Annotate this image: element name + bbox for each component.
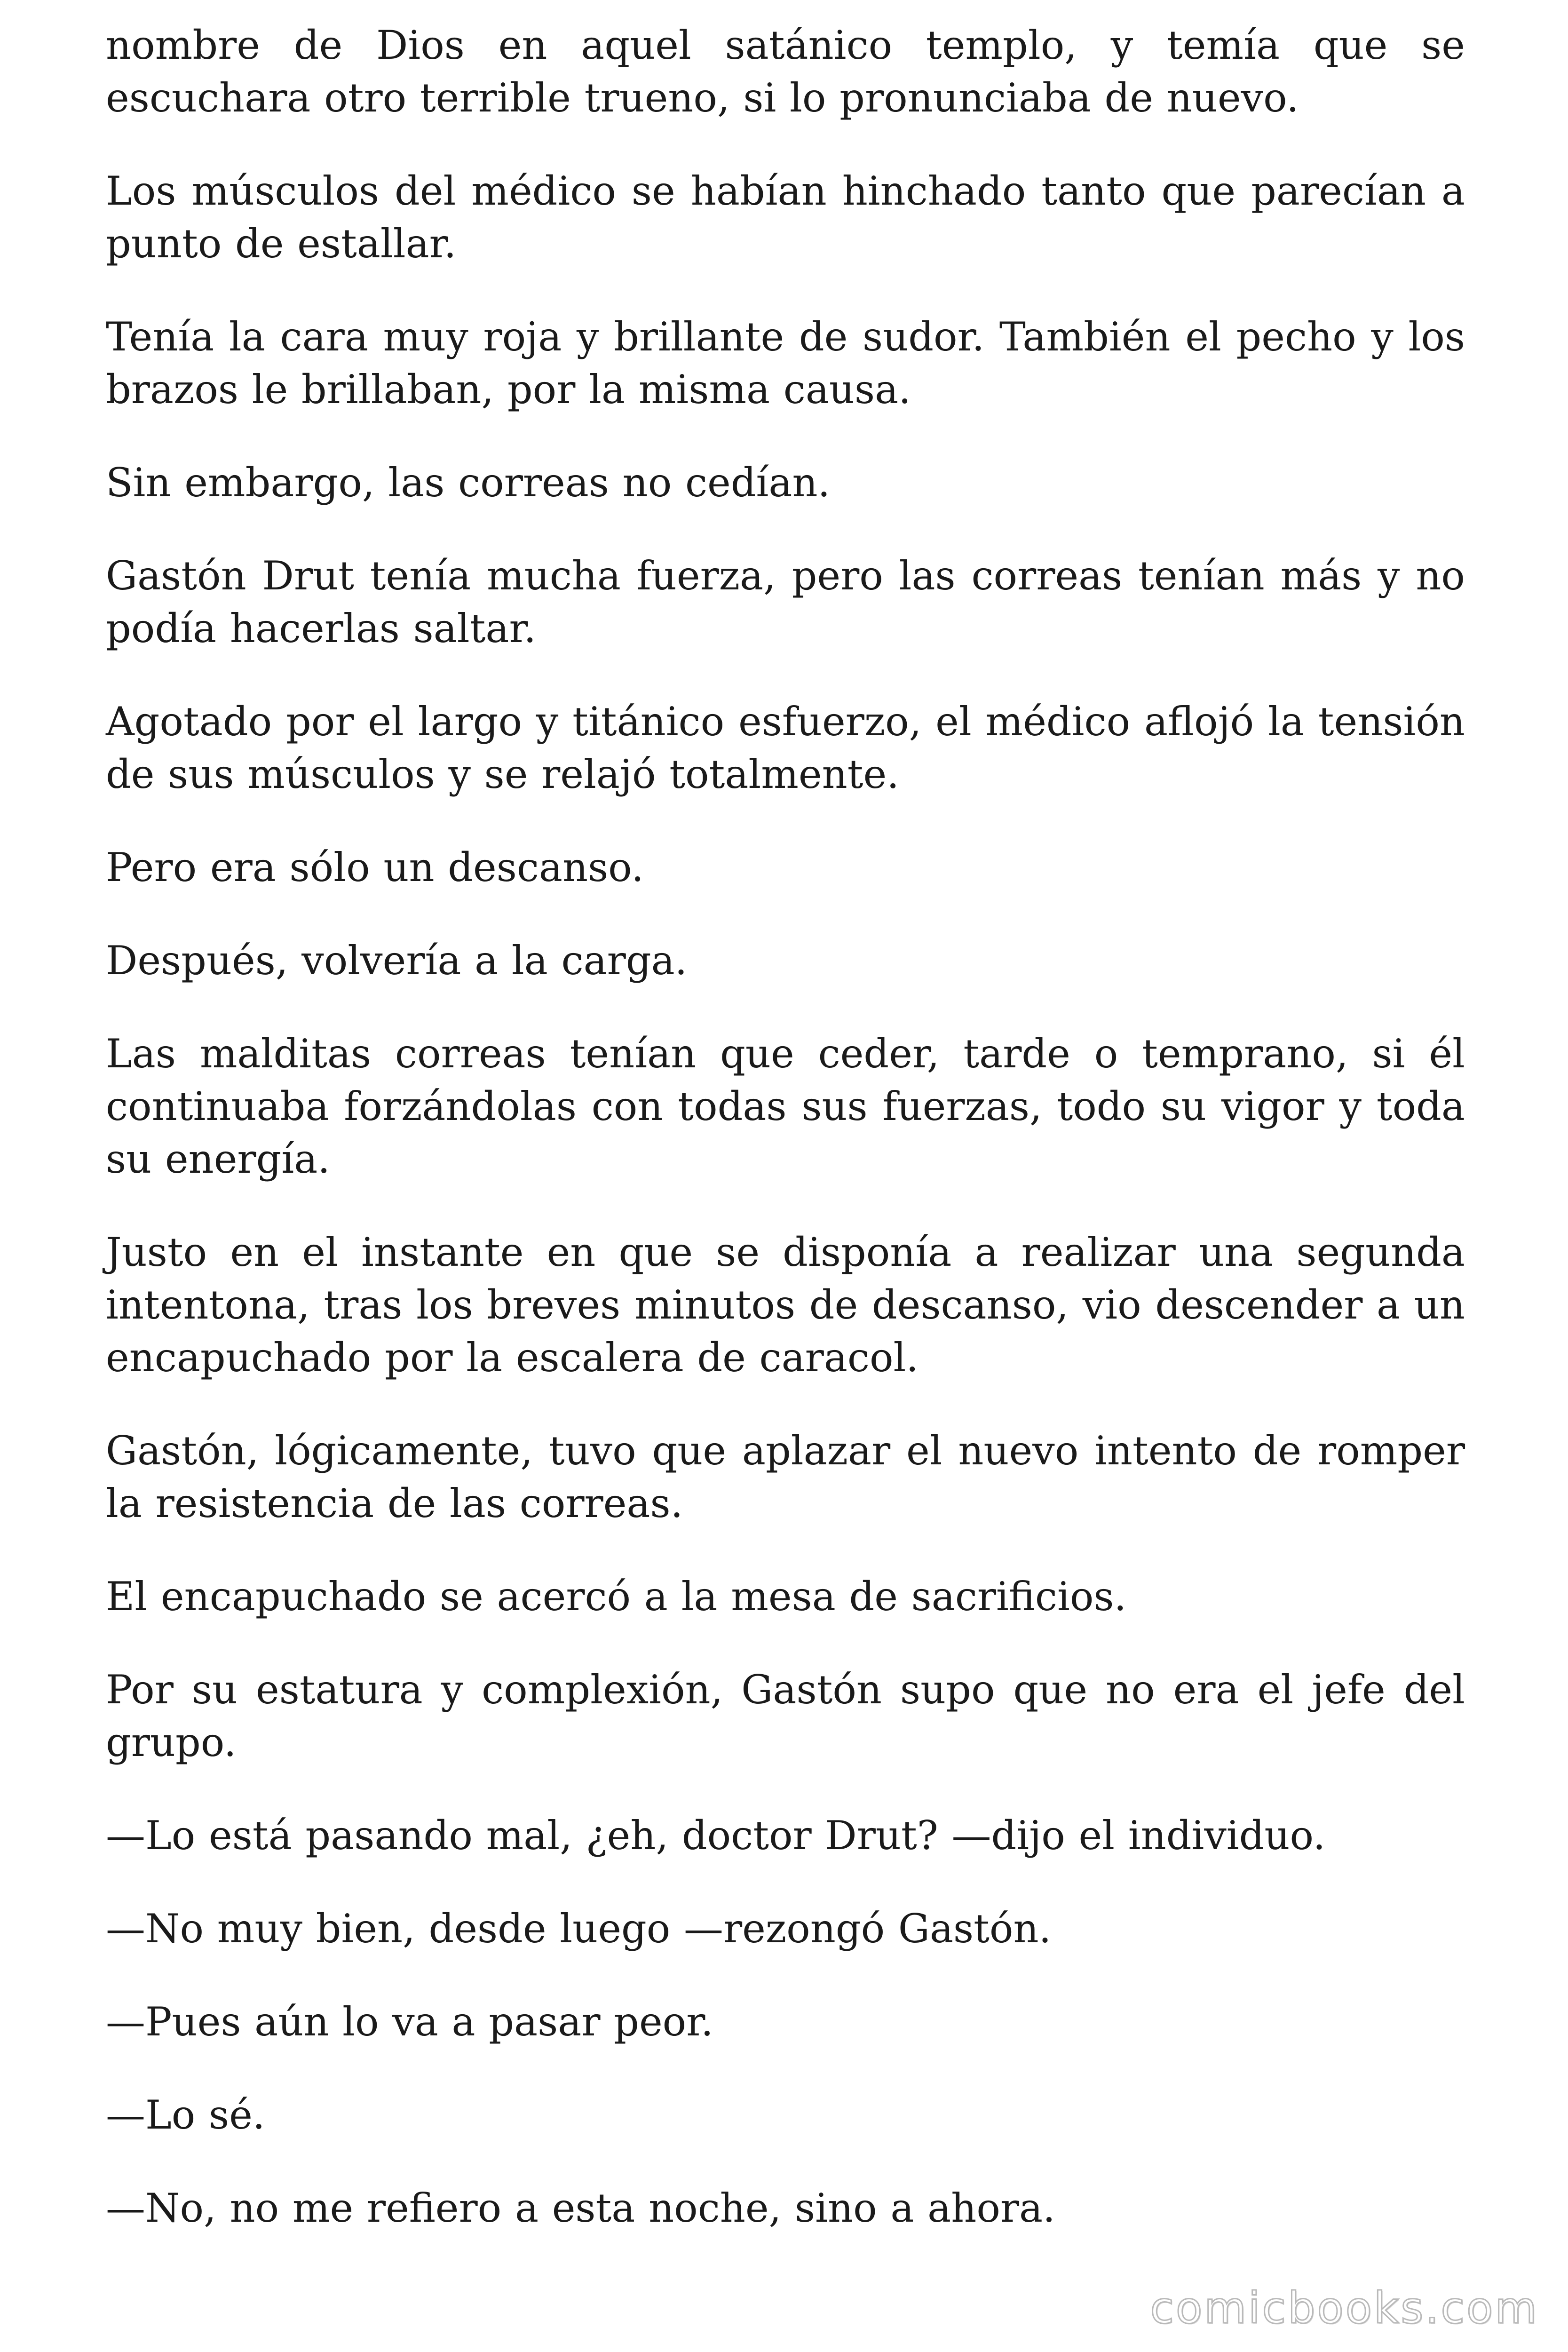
dialogue-line: —Lo está pasando mal, ¿eh, doctor Drut? —dijo el individuo. [106,1812,1326,1859]
paragraph: Justo en el instante en que se disponía a realizar una segunda intentona, tras los breves minutos de descanso, vio descender a un encapuchado por la escalera de caracol. [106,1229,1465,1381]
dialogue-line: —No, no me refiero a esta noche, sino a ahora. [106,2185,1055,2231]
dialogue-line: —Lo sé. [106,2092,265,2138]
watermark: comicbooks.com [1150,2283,1539,2333]
paragraph: nombre de Dios en aquel satánico templo, y temía que se escuchara otro terrible trueno, si lo pronunciaba de nuevo. [106,22,1465,121]
paragraph: Los músculos del médico se habían hinchado tanto que parecían a punto de estallar. [106,168,1465,267]
paragraph: Por su estatura y complexión, Gastón supo que no era el jefe del grupo. [106,1667,1465,1765]
paragraph: Después, volvería a la carga. [106,938,688,984]
paragraph: Gastón, lógicamente, tuvo que aplazar el nuevo intento de romper la resistencia de las correas. [106,1428,1465,1526]
paragraph: Sin embargo, las correas no cedían. [106,460,831,506]
paragraph: Agotado por el largo y titánico esfuerzo, el médico aflojó la tensión de sus músculos y se relajó totalmente. [106,699,1465,797]
dialogue-line: —Pues aún lo va a pasar peor. [106,1999,713,2045]
paragraph: Gastón Drut tenía mucha fuerza, pero las correas tenían más y no podía hacerlas saltar. [106,553,1465,652]
paragraph: Pero era sólo un descanso. [106,844,644,890]
paragraph: Las malditas correas tenían que ceder, tarde o temprano, si él continuaba forzándolas con todas sus fuerzas, todo su vigor y toda su energía. [106,1031,1465,1182]
dialogue-line: —No muy bien, desde luego —rezongó Gastón. [106,1906,1052,1952]
page-body [106,19,1465,2275]
paragraph: El encapuchado se acercó a la mesa de sacrificios. [106,1573,1127,1620]
paragraph: Tenía la cara muy roja y brillante de sudor. También el pecho y los brazos le brillaban, por la misma causa. [106,314,1465,413]
